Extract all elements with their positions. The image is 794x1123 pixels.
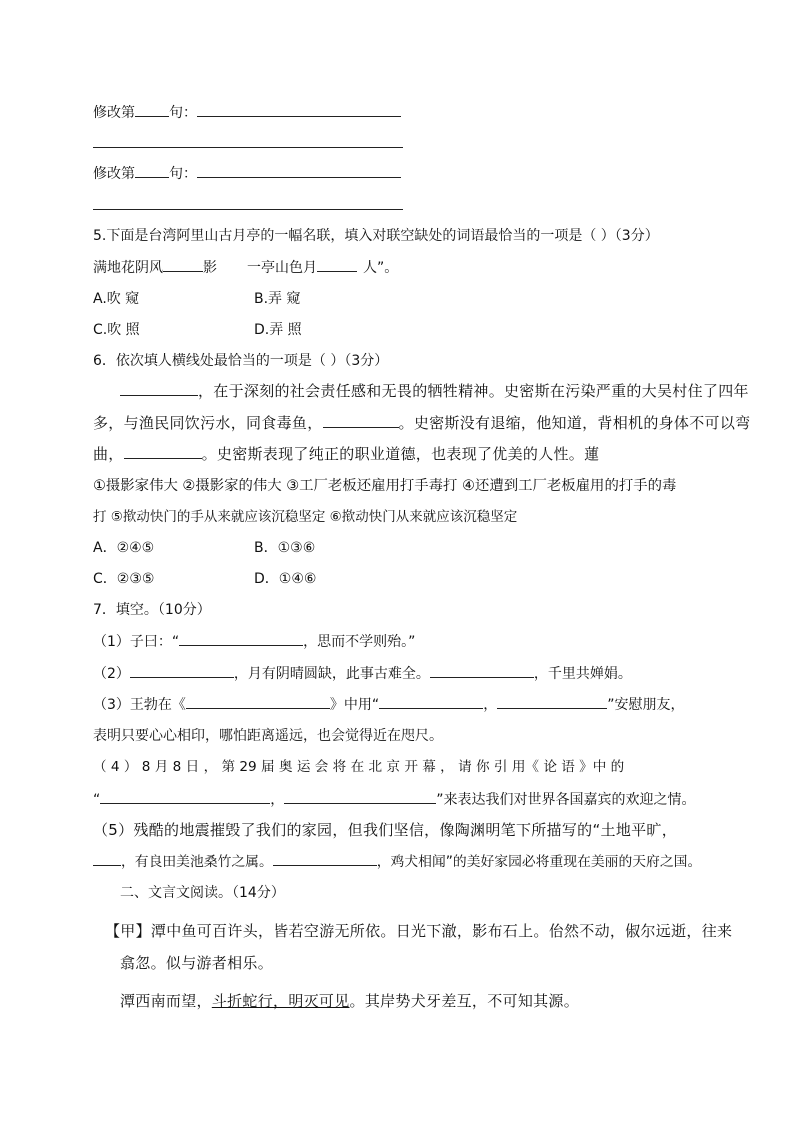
q6-option-c[interactable]: C．②③⑤ — [93, 571, 155, 587]
blank[interactable] — [135, 102, 169, 117]
q7-item-5: （5）残酷的地震摧毁了我们的家园，但我们坚信，像陶渊明笔下所描写的“土地平旷， — [93, 821, 678, 839]
para-text: 。其岸势犬牙差互，不可知其源。 — [349, 992, 580, 1010]
para-text: 。史密斯表现了纯正的职业道德，也表现了优美的人性。蓮 — [201, 445, 600, 463]
q6-choices-1: ①摄影家伟大 ②摄影家的伟大 ③工厂老板还雇用打手毒打 ④还遭到工厂老板雇用的打手的毒 — [93, 478, 677, 494]
q6-para-2 — [93, 413, 750, 433]
revise-prefix: 修改第 — [93, 105, 135, 121]
item-text: ，月有阴晴圆缺，此事古难全。 — [233, 666, 430, 682]
item-text: “ — [93, 792, 101, 808]
item-text: ， — [483, 697, 498, 713]
item-text: ，千里共婵娟。 — [533, 666, 632, 682]
q5-couplet — [93, 257, 398, 278]
blank[interactable] — [497, 694, 607, 709]
q5-stem: 5.下面是台湾阿里山古月亭的一幅名联，填入对联空缺处的词语最恰当的一项是（ ）（3分） — [93, 228, 659, 244]
blank[interactable] — [284, 789, 436, 804]
revise-prefix: 修改第 — [93, 166, 135, 182]
q6-option-a[interactable]: A．②④⑤ — [93, 540, 155, 556]
q6-stem: 6．依次填人横线处最恰当的一项是（ ）（3分） — [93, 353, 389, 369]
revise-line-1 — [93, 102, 401, 123]
revise-mid: 句： — [169, 105, 197, 121]
q7-item-4-cont — [93, 789, 696, 810]
item-text: ”来表达我们对世界各国嘉宾的欢迎之情。 — [436, 792, 696, 808]
passage-jia-line-2: 翕忽。似与游者相乐。 — [120, 954, 274, 972]
q5-option-a[interactable]: A.吹 窥 — [93, 291, 140, 307]
item-text: ， — [270, 792, 285, 808]
item-text: （3）王勃在《 — [93, 697, 186, 713]
blank[interactable] — [430, 663, 534, 678]
para-text: 多，与渔民同饮污水，同食毒鱼， — [93, 414, 323, 432]
para-text: 潭西南而望， — [120, 992, 212, 1010]
couplet-text: 人”。 — [363, 260, 399, 276]
blank[interactable] — [100, 789, 270, 804]
blank[interactable] — [135, 163, 169, 178]
blank[interactable] — [273, 851, 377, 866]
answer-rule[interactable] — [93, 147, 403, 148]
passage-para-2 — [120, 991, 579, 1011]
q6-para-1 — [120, 381, 749, 401]
q5-option-c[interactable]: C.吹 照 — [93, 322, 140, 338]
couplet-text: 影 — [203, 260, 217, 276]
q5-option-b[interactable]: B.弄 窥 — [254, 291, 301, 307]
q6-para-3 — [93, 444, 599, 464]
blank[interactable] — [163, 257, 203, 272]
blank[interactable] — [120, 381, 198, 396]
q6-option-d[interactable]: D．①④⑥ — [254, 571, 317, 587]
blank[interactable] — [186, 694, 330, 709]
q7-item-1 — [93, 631, 415, 652]
q7-item-3-cont: 表明只要心心相印，哪怕距离遥远，也会觉得近在咫尺。 — [93, 728, 443, 744]
answer-rule[interactable] — [93, 209, 403, 210]
blank[interactable] — [197, 163, 401, 178]
underlined-phrase: 斗折蛇行，明灭可见 — [211, 992, 350, 1010]
couplet-text: 一亭山色月 — [247, 260, 317, 276]
q7-item-5-cont — [93, 851, 701, 872]
couplet-text: 满地花阴风 — [93, 260, 163, 276]
para-text: ，在于深刻的社会责任感和无畏的牺牲精神。史密斯在污染严重的大吴村住了四年 — [198, 382, 749, 400]
item-text: ，有良田美池桑竹之属。 — [121, 854, 273, 870]
q7-item-3 — [93, 694, 684, 715]
item-text: ，鸡犬相闻”的美好家园必将重现在美丽的天府之国。 — [376, 854, 702, 870]
para-text: 。史密斯没有退缩，他知道，背相机的身体不可以弯 — [398, 414, 751, 432]
revise-mid: 句： — [169, 166, 197, 182]
blank[interactable] — [379, 694, 483, 709]
blank[interactable] — [323, 413, 399, 428]
item-text: （2） — [93, 666, 130, 682]
blank[interactable] — [197, 102, 401, 117]
item-text: ，思而不学则殆。” — [303, 634, 416, 650]
blank[interactable] — [124, 444, 202, 459]
blank[interactable] — [93, 851, 121, 866]
item-text: （1）子曰：“ — [93, 634, 180, 650]
q6-choices-2: 打 ⑤揿动快门的手从来就应该沉稳坚定 ⑥揿动快门从来就应该沉稳坚定 — [93, 509, 518, 525]
blank[interactable] — [130, 663, 234, 678]
para-text: 曲， — [93, 445, 124, 463]
q5-option-d[interactable]: D.弄 照 — [254, 322, 302, 338]
item-text: ”安慰朋友， — [607, 697, 685, 713]
q7-item-4: （ 4 ） 8 月 8 日 ， 第 29 届 奥 运 会 将 在 北 京 开 幕 ， 请 你 引 用《 论 语 》中 的 — [93, 759, 625, 775]
q7-item-2 — [93, 663, 632, 684]
section2-title: 二、文言文阅读。（14分） — [120, 885, 285, 901]
blank[interactable] — [317, 257, 357, 272]
q6-option-b[interactable]: B．①③⑥ — [254, 540, 316, 556]
q7-stem: 7．填空。（10分） — [93, 602, 211, 618]
revise-line-2 — [93, 163, 401, 184]
blank[interactable] — [179, 631, 303, 646]
passage-jia-line-1: 【甲】潭中鱼可百许头，皆若空游无所依。日光下澈，影布石上。佁然不动，俶尔远逝，往来 — [105, 922, 733, 940]
item-text: 》中用“ — [329, 697, 380, 713]
